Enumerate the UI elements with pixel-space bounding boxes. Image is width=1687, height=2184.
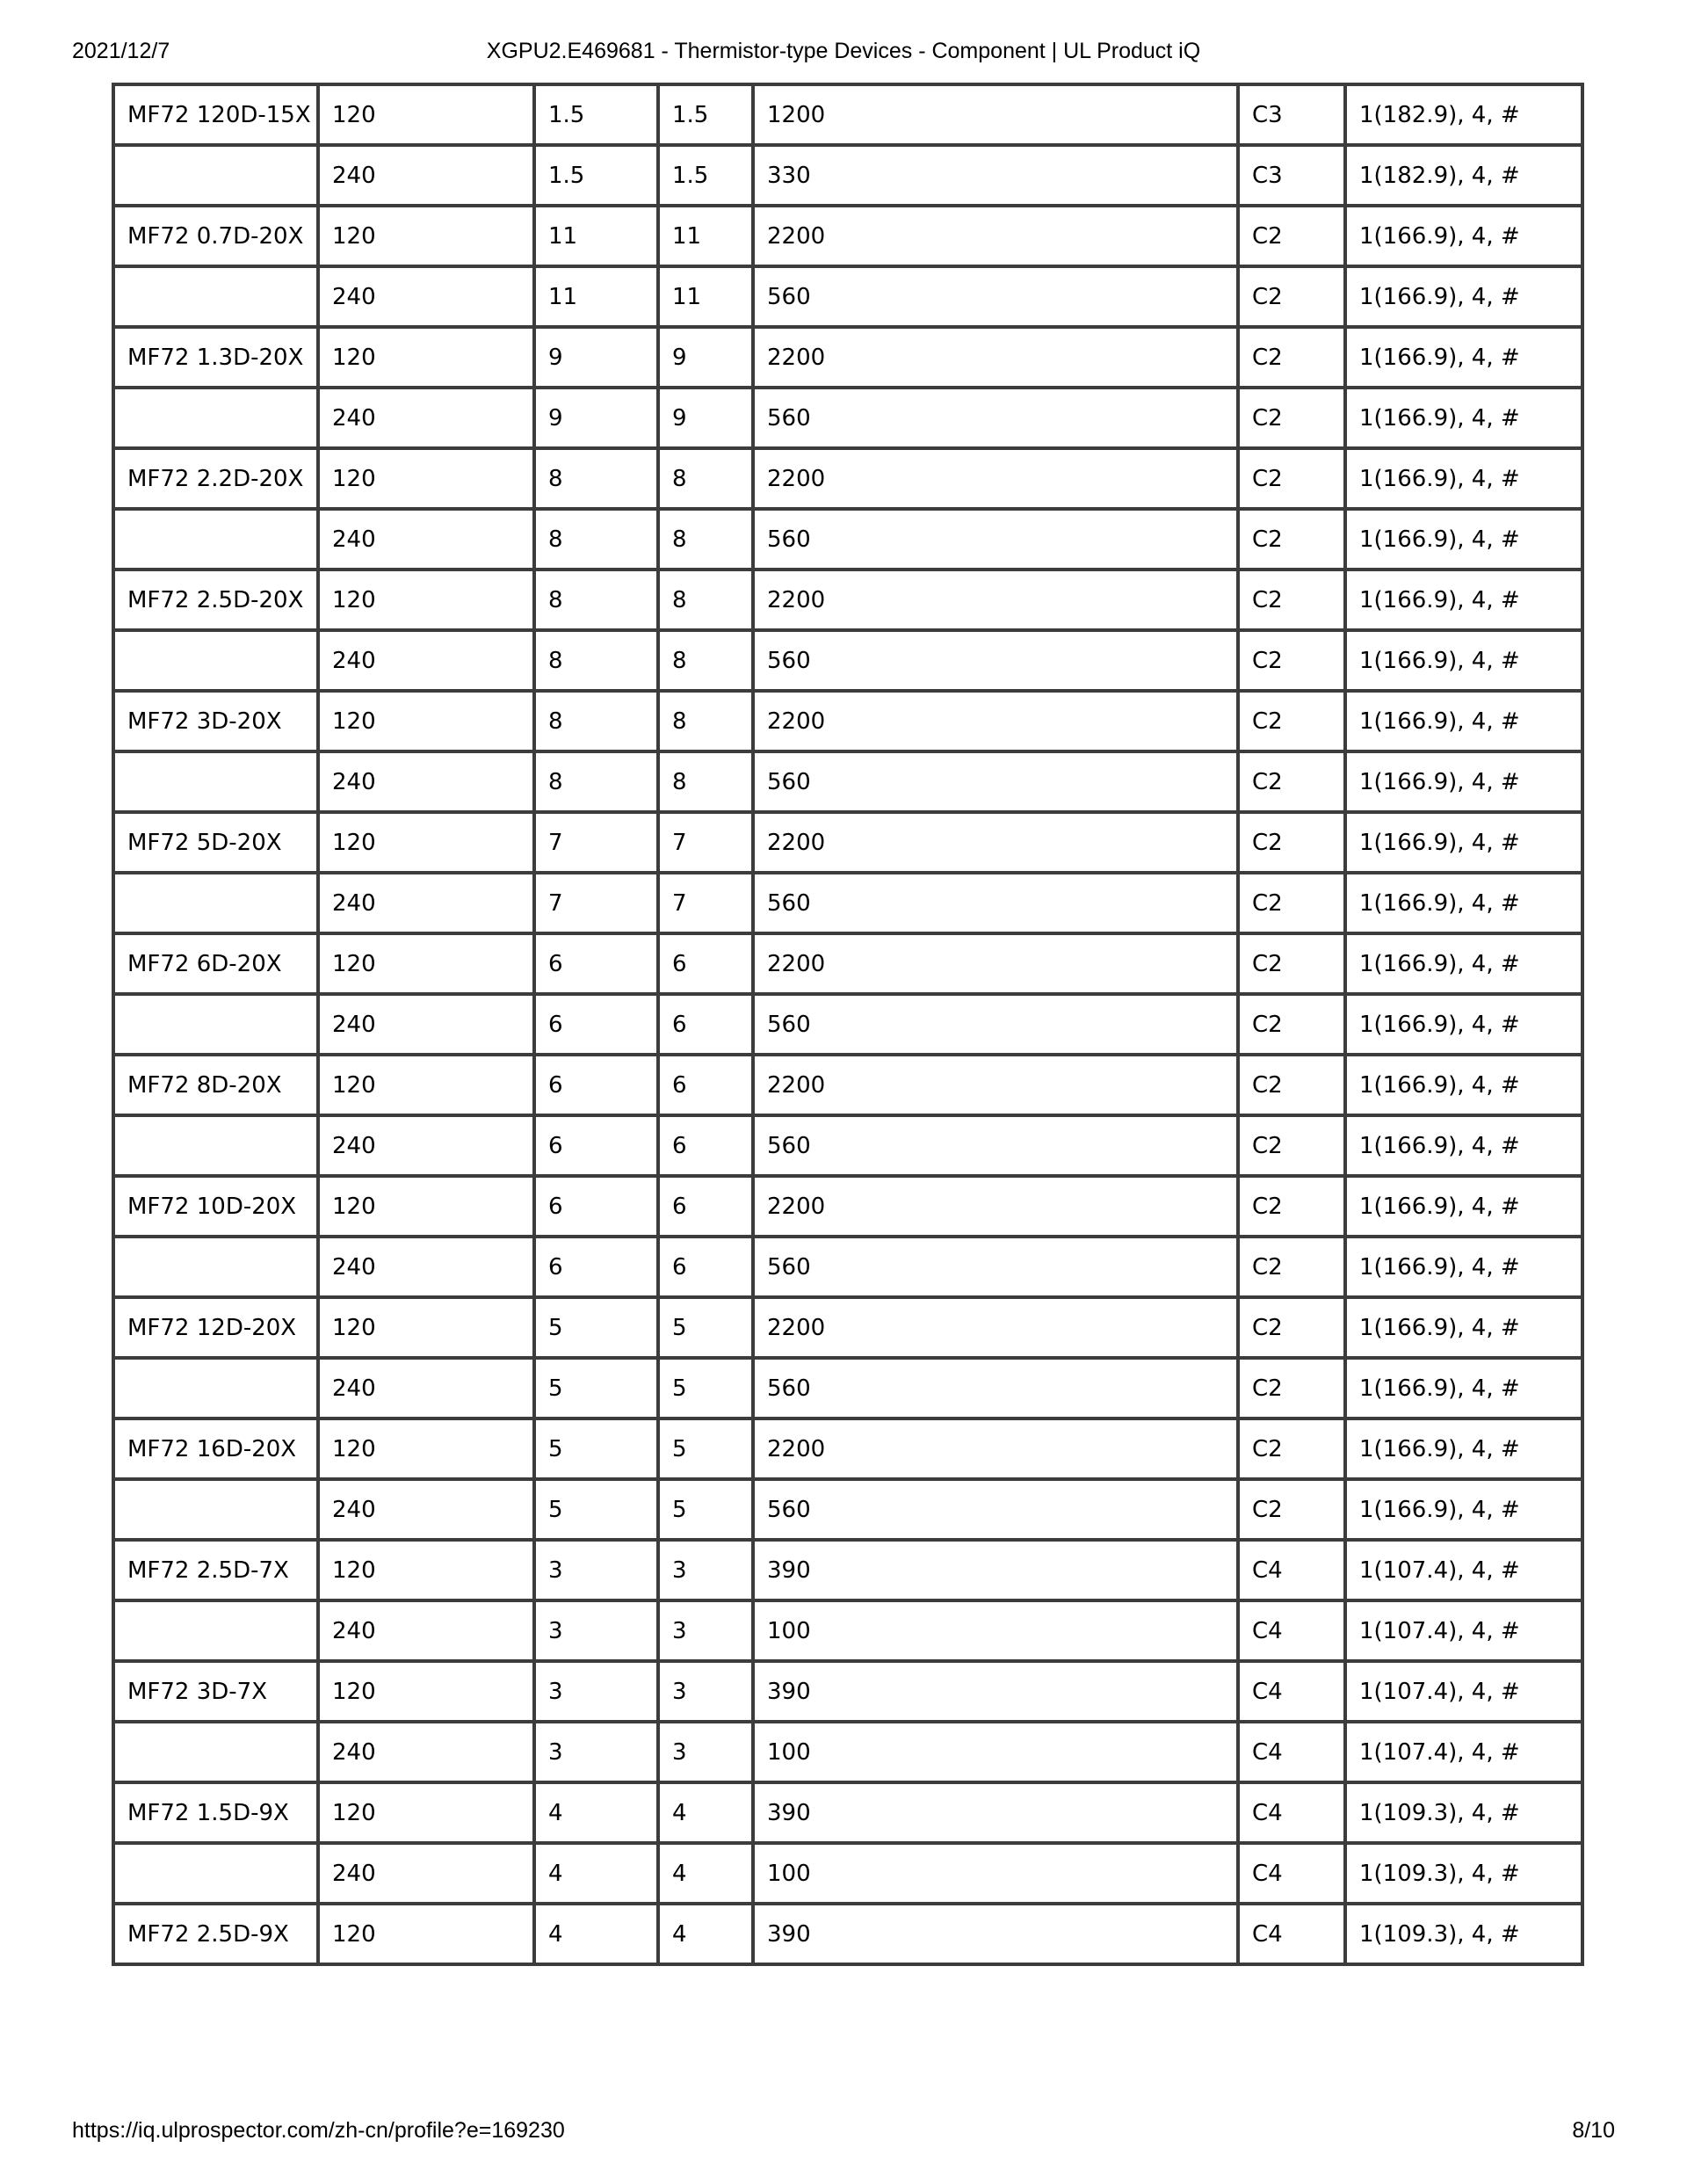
- table-row: [113, 873, 1582, 933]
- table-cell: 7: [658, 812, 753, 873]
- table-cell: C2: [1238, 570, 1345, 630]
- print-header: [0, 39, 1687, 70]
- table-cell: [113, 1600, 318, 1661]
- table-cell: 560: [753, 873, 1238, 933]
- table-cell: 240: [318, 630, 534, 691]
- table-cell: MF72 120D-15X: [113, 84, 318, 145]
- table-cell: 8: [658, 751, 753, 812]
- table-cell: MF72 16D-20X: [113, 1419, 318, 1479]
- table-cell: 9: [658, 388, 753, 448]
- table-cell: C2: [1238, 448, 1345, 509]
- table-cell: 120: [318, 206, 534, 266]
- table-cell: 4: [658, 1843, 753, 1904]
- table-cell: 1(166.9), 4, #: [1345, 1479, 1582, 1540]
- table-cell: 1(107.4), 4, #: [1345, 1540, 1582, 1600]
- table-row: [113, 388, 1582, 448]
- table-cell: 1(166.9), 4, #: [1345, 1055, 1582, 1115]
- table-cell: 2200: [753, 206, 1238, 266]
- table-cell: 11: [534, 206, 658, 266]
- table-cell: 8: [658, 630, 753, 691]
- table-cell: 6: [534, 933, 658, 994]
- table-cell: 1(166.9), 4, #: [1345, 266, 1582, 327]
- table-cell: 6: [658, 1237, 753, 1297]
- table-cell: 120: [318, 570, 534, 630]
- table-cell: 4: [534, 1843, 658, 1904]
- table-cell: C2: [1238, 327, 1345, 388]
- table-cell: 1.5: [534, 84, 658, 145]
- table-cell: 8: [534, 448, 658, 509]
- page-url: https://iq.ulprospector.com/zh-cn/profile?e=169230: [72, 2118, 565, 2143]
- table-cell: [113, 1358, 318, 1419]
- table-cell: 120: [318, 1540, 534, 1600]
- table-cell: 240: [318, 509, 534, 570]
- table-cell: C2: [1238, 1479, 1345, 1540]
- page-number: 8/10: [1572, 2118, 1615, 2143]
- table-row: [113, 1419, 1582, 1479]
- table-cell: 1(166.9), 4, #: [1345, 751, 1582, 812]
- table-cell: 3: [534, 1661, 658, 1722]
- table-cell: 560: [753, 1358, 1238, 1419]
- table-cell: C4: [1238, 1904, 1345, 1964]
- table-cell: 1(166.9), 4, #: [1345, 1115, 1582, 1176]
- table-row: [113, 145, 1582, 206]
- table-cell: 1(166.9), 4, #: [1345, 509, 1582, 570]
- table-row: [113, 812, 1582, 873]
- table-cell: 1(109.3), 4, #: [1345, 1782, 1582, 1843]
- table-cell: 2200: [753, 570, 1238, 630]
- table-row: [113, 691, 1582, 751]
- table-cell: 1.5: [534, 145, 658, 206]
- table-cell: [113, 266, 318, 327]
- table-cell: 120: [318, 448, 534, 509]
- table-cell: 390: [753, 1904, 1238, 1964]
- table-cell: 240: [318, 145, 534, 206]
- table-row: [113, 509, 1582, 570]
- table-cell: 1(182.9), 4, #: [1345, 84, 1582, 145]
- table-cell: 2200: [753, 327, 1238, 388]
- table-cell: 1(166.9), 4, #: [1345, 1419, 1582, 1479]
- table-cell: 1(166.9), 4, #: [1345, 1297, 1582, 1358]
- table-cell: 7: [534, 812, 658, 873]
- table-cell: [113, 1115, 318, 1176]
- table-cell: 9: [534, 327, 658, 388]
- table-cell: 240: [318, 1479, 534, 1540]
- table-row: [113, 1115, 1582, 1176]
- table-cell: 4: [534, 1904, 658, 1964]
- table-cell: MF72 10D-20X: [113, 1176, 318, 1237]
- table-cell: 11: [658, 206, 753, 266]
- table-cell: 120: [318, 1661, 534, 1722]
- table-cell: 1(166.9), 4, #: [1345, 812, 1582, 873]
- table-cell: 390: [753, 1540, 1238, 1600]
- table-cell: MF72 2.5D-9X: [113, 1904, 318, 1964]
- table-cell: 240: [318, 1600, 534, 1661]
- table-cell: C2: [1238, 266, 1345, 327]
- table-cell: 240: [318, 873, 534, 933]
- table-cell: 120: [318, 691, 534, 751]
- table-cell: 560: [753, 388, 1238, 448]
- table-cell: 4: [658, 1782, 753, 1843]
- table-cell: 4: [658, 1904, 753, 1964]
- table-cell: 120: [318, 1782, 534, 1843]
- table-cell: MF72 3D-7X: [113, 1661, 318, 1722]
- table-cell: 1.5: [658, 84, 753, 145]
- table-cell: 2200: [753, 1176, 1238, 1237]
- table-cell: 1(166.9), 4, #: [1345, 933, 1582, 994]
- table-row: [113, 933, 1582, 994]
- table-cell: 3: [658, 1600, 753, 1661]
- table-cell: 4: [534, 1782, 658, 1843]
- table-row: [113, 1297, 1582, 1358]
- table-cell: MF72 2.5D-7X: [113, 1540, 318, 1600]
- table-cell: 3: [534, 1600, 658, 1661]
- table-cell: 560: [753, 630, 1238, 691]
- table-cell: 8: [658, 509, 753, 570]
- table-cell: 6: [658, 1176, 753, 1237]
- table-cell: 5: [658, 1297, 753, 1358]
- table-cell: 560: [753, 266, 1238, 327]
- table-cell: 120: [318, 84, 534, 145]
- table-row: [113, 1843, 1582, 1904]
- table-row: [113, 1055, 1582, 1115]
- table-cell: 100: [753, 1600, 1238, 1661]
- table-cell: C2: [1238, 1419, 1345, 1479]
- table-cell: [113, 509, 318, 570]
- table-cell: 2200: [753, 691, 1238, 751]
- table-cell: 1(182.9), 4, #: [1345, 145, 1582, 206]
- table-cell: [113, 1479, 318, 1540]
- table-row: [113, 206, 1582, 266]
- table-row: [113, 570, 1582, 630]
- table-cell: 560: [753, 1237, 1238, 1297]
- table-cell: 6: [534, 1176, 658, 1237]
- table-cell: 3: [658, 1540, 753, 1600]
- table-cell: 7: [658, 873, 753, 933]
- table-cell: 6: [534, 994, 658, 1055]
- table-cell: 100: [753, 1843, 1238, 1904]
- table-cell: 6: [534, 1115, 658, 1176]
- table-row: [113, 448, 1582, 509]
- table-cell: 2200: [753, 1297, 1238, 1358]
- table-cell: 240: [318, 1115, 534, 1176]
- table-cell: 3: [534, 1540, 658, 1600]
- table-cell: 2200: [753, 1055, 1238, 1115]
- table-cell: 120: [318, 812, 534, 873]
- table-cell: 560: [753, 994, 1238, 1055]
- table-row: [113, 1782, 1582, 1843]
- table-cell: 5: [658, 1419, 753, 1479]
- table-cell: 1(107.4), 4, #: [1345, 1661, 1582, 1722]
- table-cell: 6: [658, 994, 753, 1055]
- table-cell: 2200: [753, 933, 1238, 994]
- table-cell: MF72 0.7D-20X: [113, 206, 318, 266]
- table-row: [113, 1237, 1582, 1297]
- table-row: [113, 1358, 1582, 1419]
- table-cell: 8: [658, 448, 753, 509]
- table-cell: 11: [658, 266, 753, 327]
- table-cell: 120: [318, 1055, 534, 1115]
- table-cell: [113, 873, 318, 933]
- table-cell: 1(166.9), 4, #: [1345, 691, 1582, 751]
- table-cell: 240: [318, 1722, 534, 1782]
- table-cell: 6: [534, 1237, 658, 1297]
- table-cell: 9: [658, 327, 753, 388]
- table-cell: 120: [318, 933, 534, 994]
- table-cell: [113, 994, 318, 1055]
- table-cell: MF72 6D-20X: [113, 933, 318, 994]
- table-cell: 240: [318, 266, 534, 327]
- table-cell: C4: [1238, 1540, 1345, 1600]
- table-cell: 5: [534, 1358, 658, 1419]
- table-cell: C2: [1238, 1237, 1345, 1297]
- table-row: [113, 327, 1582, 388]
- table-cell: 1(166.9), 4, #: [1345, 630, 1582, 691]
- table-cell: 1(166.9), 4, #: [1345, 873, 1582, 933]
- table-cell: 8: [534, 509, 658, 570]
- table-cell: 1(166.9), 4, #: [1345, 206, 1582, 266]
- table-cell: C3: [1238, 84, 1345, 145]
- page-title: XGPU2.E469681 - Thermistor-type Devices - Component | UL Product iQ: [486, 39, 1201, 63]
- table-cell: 1(166.9), 4, #: [1345, 1358, 1582, 1419]
- table-cell: 5: [534, 1479, 658, 1540]
- table-cell: 3: [534, 1722, 658, 1782]
- table-cell: C2: [1238, 1358, 1345, 1419]
- table-cell: 8: [534, 691, 658, 751]
- table-cell: [113, 388, 318, 448]
- table-row: [113, 1600, 1582, 1661]
- table-row: [113, 751, 1582, 812]
- table-cell: 9: [534, 388, 658, 448]
- table-cell: 1(166.9), 4, #: [1345, 1237, 1582, 1297]
- table-row: [113, 1904, 1582, 1964]
- table-cell: 8: [658, 691, 753, 751]
- table-row: [113, 1722, 1582, 1782]
- table-cell: 1200: [753, 84, 1238, 145]
- table-cell: 6: [658, 933, 753, 994]
- table-cell: 6: [658, 1055, 753, 1115]
- table-cell: MF72 5D-20X: [113, 812, 318, 873]
- table-cell: MF72 1.3D-20X: [113, 327, 318, 388]
- table-cell: 2200: [753, 448, 1238, 509]
- table-cell: C2: [1238, 933, 1345, 994]
- table-cell: [113, 751, 318, 812]
- table-cell: C2: [1238, 509, 1345, 570]
- table-cell: 330: [753, 145, 1238, 206]
- table-cell: 1(109.3), 4, #: [1345, 1843, 1582, 1904]
- table-cell: 390: [753, 1782, 1238, 1843]
- table-cell: C4: [1238, 1782, 1345, 1843]
- table-cell: 100: [753, 1722, 1238, 1782]
- table-row: [113, 1176, 1582, 1237]
- table-cell: MF72 2.5D-20X: [113, 570, 318, 630]
- table-cell: 1(166.9), 4, #: [1345, 994, 1582, 1055]
- table-cell: 560: [753, 1115, 1238, 1176]
- table-cell: 11: [534, 266, 658, 327]
- table-cell: 120: [318, 1419, 534, 1479]
- table-cell: 2200: [753, 1419, 1238, 1479]
- table-cell: 1(107.4), 4, #: [1345, 1600, 1582, 1661]
- table-cell: C2: [1238, 388, 1345, 448]
- table-cell: 390: [753, 1661, 1238, 1722]
- table-cell: 120: [318, 1297, 534, 1358]
- table-cell: 5: [658, 1358, 753, 1419]
- table-cell: 6: [534, 1055, 658, 1115]
- table-cell: 240: [318, 994, 534, 1055]
- table-cell: C4: [1238, 1600, 1345, 1661]
- table-cell: 3: [658, 1722, 753, 1782]
- table-row: [113, 630, 1582, 691]
- table-cell: 5: [658, 1479, 753, 1540]
- table-cell: 6: [658, 1115, 753, 1176]
- print-date: 2021/12/7: [72, 39, 170, 63]
- table-cell: 1(109.3), 4, #: [1345, 1904, 1582, 1964]
- table-cell: 2200: [753, 812, 1238, 873]
- table-cell: 5: [534, 1297, 658, 1358]
- table-cell: C2: [1238, 812, 1345, 873]
- table-cell: 8: [534, 630, 658, 691]
- table-cell: 1(166.9), 4, #: [1345, 1176, 1582, 1237]
- table-cell: C2: [1238, 873, 1345, 933]
- table-cell: C2: [1238, 1297, 1345, 1358]
- table-row: [113, 1479, 1582, 1540]
- table-cell: 1.5: [658, 145, 753, 206]
- table-cell: 1(166.9), 4, #: [1345, 327, 1582, 388]
- table-cell: [113, 1843, 318, 1904]
- table-row: [113, 1540, 1582, 1600]
- table-cell: MF72 1.5D-9X: [113, 1782, 318, 1843]
- table-cell: 8: [658, 570, 753, 630]
- table-cell: 5: [534, 1419, 658, 1479]
- table-cell: C2: [1238, 1055, 1345, 1115]
- table-cell: C2: [1238, 691, 1345, 751]
- table-cell: C2: [1238, 1115, 1345, 1176]
- table-cell: 1(107.4), 4, #: [1345, 1722, 1582, 1782]
- table-cell: 1(166.9), 4, #: [1345, 448, 1582, 509]
- table-row: [113, 84, 1582, 145]
- table-cell: MF72 2.2D-20X: [113, 448, 318, 509]
- table-cell: C2: [1238, 994, 1345, 1055]
- table-row: [113, 994, 1582, 1055]
- table-cell: 3: [658, 1661, 753, 1722]
- table-cell: 7: [534, 873, 658, 933]
- table-cell: C4: [1238, 1722, 1345, 1782]
- table-cell: 240: [318, 388, 534, 448]
- table-cell: 1(166.9), 4, #: [1345, 570, 1582, 630]
- table-cell: 8: [534, 570, 658, 630]
- table-cell: C4: [1238, 1661, 1345, 1722]
- table-cell: C2: [1238, 751, 1345, 812]
- table-cell: 8: [534, 751, 658, 812]
- table-cell: [113, 630, 318, 691]
- table-cell: C4: [1238, 1843, 1345, 1904]
- table-cell: C2: [1238, 206, 1345, 266]
- table-cell: MF72 12D-20X: [113, 1297, 318, 1358]
- table-cell: 560: [753, 751, 1238, 812]
- table-cell: C3: [1238, 145, 1345, 206]
- table-cell: 120: [318, 327, 534, 388]
- table-cell: 120: [318, 1904, 534, 1964]
- table-cell: 120: [318, 1176, 534, 1237]
- table-cell: 240: [318, 1843, 534, 1904]
- table-body: [113, 84, 1582, 1964]
- table-cell: 560: [753, 509, 1238, 570]
- table-cell: C2: [1238, 630, 1345, 691]
- table-cell: [113, 1237, 318, 1297]
- table-cell: 240: [318, 1237, 534, 1297]
- table-cell: C2: [1238, 1176, 1345, 1237]
- table-cell: 560: [753, 1479, 1238, 1540]
- table-cell: MF72 3D-20X: [113, 691, 318, 751]
- table-cell: 1(166.9), 4, #: [1345, 388, 1582, 448]
- table-row: [113, 1661, 1582, 1722]
- table-cell: [113, 1722, 318, 1782]
- table-cell: 240: [318, 1358, 534, 1419]
- table-row: [113, 266, 1582, 327]
- table-cell: MF72 8D-20X: [113, 1055, 318, 1115]
- table-cell: 240: [318, 751, 534, 812]
- table-cell: [113, 145, 318, 206]
- component-table: [112, 83, 1584, 1966]
